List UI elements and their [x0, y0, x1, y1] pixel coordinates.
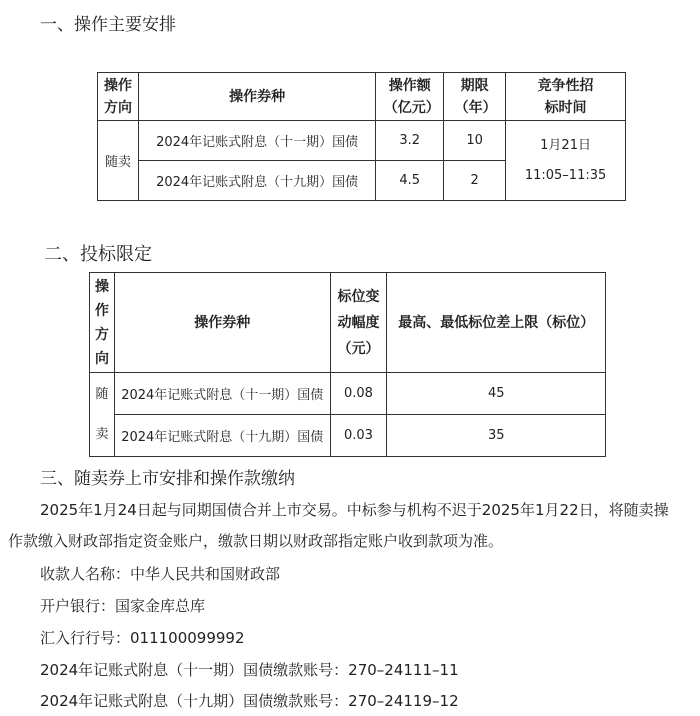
section1-heading: 一、操作主要安排: [40, 15, 176, 35]
table-row: [98, 121, 626, 161]
bond-cell: 2024年记账式附息（十九期）国债: [138, 161, 375, 201]
payee-name: 收款人名称：中华人民共和国财政部: [40, 565, 281, 583]
bank-name: 开户银行：国家金库总库: [40, 597, 206, 615]
paragraph-line-2: 作款缴入财政部指定资金账户，缴款日期以财政部指定账户收到款项为准。: [8, 532, 504, 550]
account-number-2: 2024年记账式附息（十九期）国债缴款账号：270–24119–12: [40, 692, 459, 710]
header-term: 期限（年）: [444, 73, 506, 121]
operation-schedule-table: [97, 72, 626, 201]
change-cell: 0.08: [330, 373, 387, 415]
header-direction: 操作方向: [98, 73, 139, 121]
routing-number: 汇入行行号：011100099992: [40, 629, 245, 647]
bond-cell: 2024年记账式附息（十一期）国债: [114, 373, 330, 415]
amount-cell: 4.5: [376, 161, 444, 201]
header-direction: 操作方向: [90, 273, 115, 373]
amount-cell: 3.2: [376, 121, 444, 161]
bond-cell: 2024年记账式附息（十一期）国债: [138, 121, 375, 161]
table-row: [90, 373, 606, 415]
section2-heading: 二、投标限定: [44, 244, 152, 265]
header-limit: 最高、最低标位差上限（标位）: [387, 273, 606, 373]
direction-cell: 随卖: [98, 121, 139, 201]
bond-cell: 2024年记账式附息（十九期）国债: [114, 415, 330, 457]
table-row: [90, 415, 606, 457]
section3-heading: 三、随卖券上市安排和操作款缴纳: [40, 469, 295, 489]
paragraph-line-1: 2025年1月24日起与同期国债合并上市交易。中标参与机构不迟于2025年1月22日，将随卖操: [40, 501, 669, 519]
term-cell: 2: [444, 161, 506, 201]
header-amount: 操作额（亿元）: [376, 73, 444, 121]
limit-cell: 45: [387, 373, 606, 415]
term-cell: 10: [444, 121, 506, 161]
bid-limit-table: [89, 272, 606, 457]
header-bond: 操作券种: [114, 273, 330, 373]
limit-cell: 35: [387, 415, 606, 457]
header-change: 标位变动幅度（元）: [330, 273, 387, 373]
header-bid-time: 竞争性招标时间: [506, 73, 626, 121]
bid-date: 1月21日: [540, 137, 591, 153]
header-bond: 操作券种: [138, 73, 375, 121]
bid-hours: 11:05–11:35: [524, 167, 607, 183]
bid-time-cell: [506, 121, 626, 201]
change-cell: 0.03: [330, 415, 387, 457]
direction-cell: 随卖: [90, 373, 115, 457]
account-number-1: 2024年记账式附息（十一期）国债缴款账号：270–24111–11: [40, 661, 459, 679]
